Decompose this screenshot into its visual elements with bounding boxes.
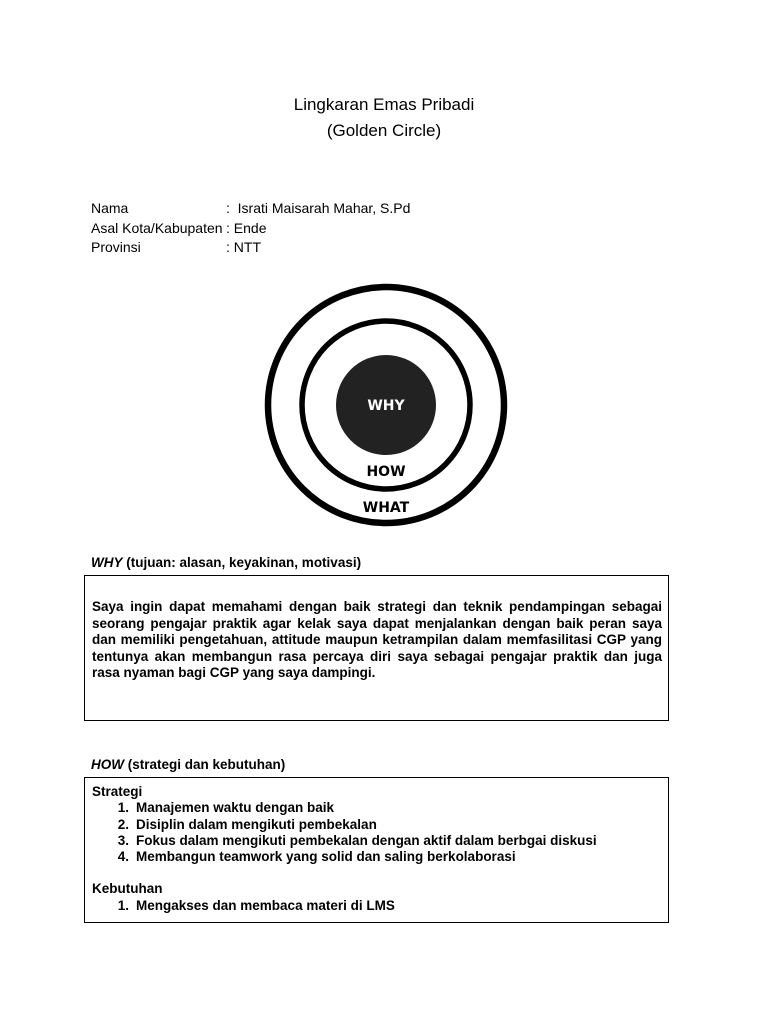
info-row-nama [91,199,410,219]
identity-info [91,199,410,258]
info-label: Provinsi [91,239,141,255]
kebutuhan-label: Kebutuhan [92,881,163,897]
list-item: 1. Mengakses dan membaca materi di LMS [117,897,395,913]
document-subtitle: (Golden Circle) [326,121,442,140]
list-item: 4. Membangun teamwork yang solid dan saling berkolaborasi [117,849,516,865]
info-row-provinsi [91,238,410,258]
info-value: : NTT [226,239,261,255]
list-item: 1. Manajemen waktu dengan baik [117,800,335,816]
kebutuhan-list [92,898,597,914]
info-label: Nama [91,200,129,216]
strategi-list [92,800,597,865]
how-answer-box [84,777,669,923]
golden-circle-diagram [264,280,508,530]
info-value: : Ende [226,219,267,236]
info-label: Asal Kota/Kabupaten [91,219,223,236]
how-label: HOW [366,464,406,480]
how-section-title [91,757,285,772]
what-label: WHAT [362,500,410,516]
why-answer-box [84,575,669,721]
info-row-kota [91,219,410,239]
why-title-em: WHY [91,555,123,570]
why-title-rest: (tujuan: alasan, keyakinan, motivasi) [122,555,362,570]
how-title-rest: (strategi dan kebutuhan) [124,757,286,772]
why-answer-text: Saya ingin dapat memahami dengan baik strategi dan teknik pendampingan sebagai seorang pengajar praktik agar kelak saya dapat menjalankan dengan baik peran saya dan memiliki pengetahuan, attitude maupun ketrampilan dalam memfasilitasi CGP yang tentunya akan membangun rasa percaya diri saya sebagai pengajar praktik dan juga rasa nyaman bagi CGP yang saya dampingi. [92,599,662,681]
why-section-title [91,555,361,570]
how-title-em: HOW [91,757,124,772]
strategi-label: Strategi [92,784,143,799]
list-item: 2. Disiplin dalam mengikuti pembekalan [117,816,377,832]
why-label: WHY [367,398,405,414]
document-title: Lingkaran Emas Pribadi [293,95,475,114]
info-value: : Israti Maisarah Mahar, S.Pd [226,200,411,216]
list-item: 3. Fokus dalam mengikuti pembekalan dengan aktif dalam berbgai diskusi [117,832,597,848]
